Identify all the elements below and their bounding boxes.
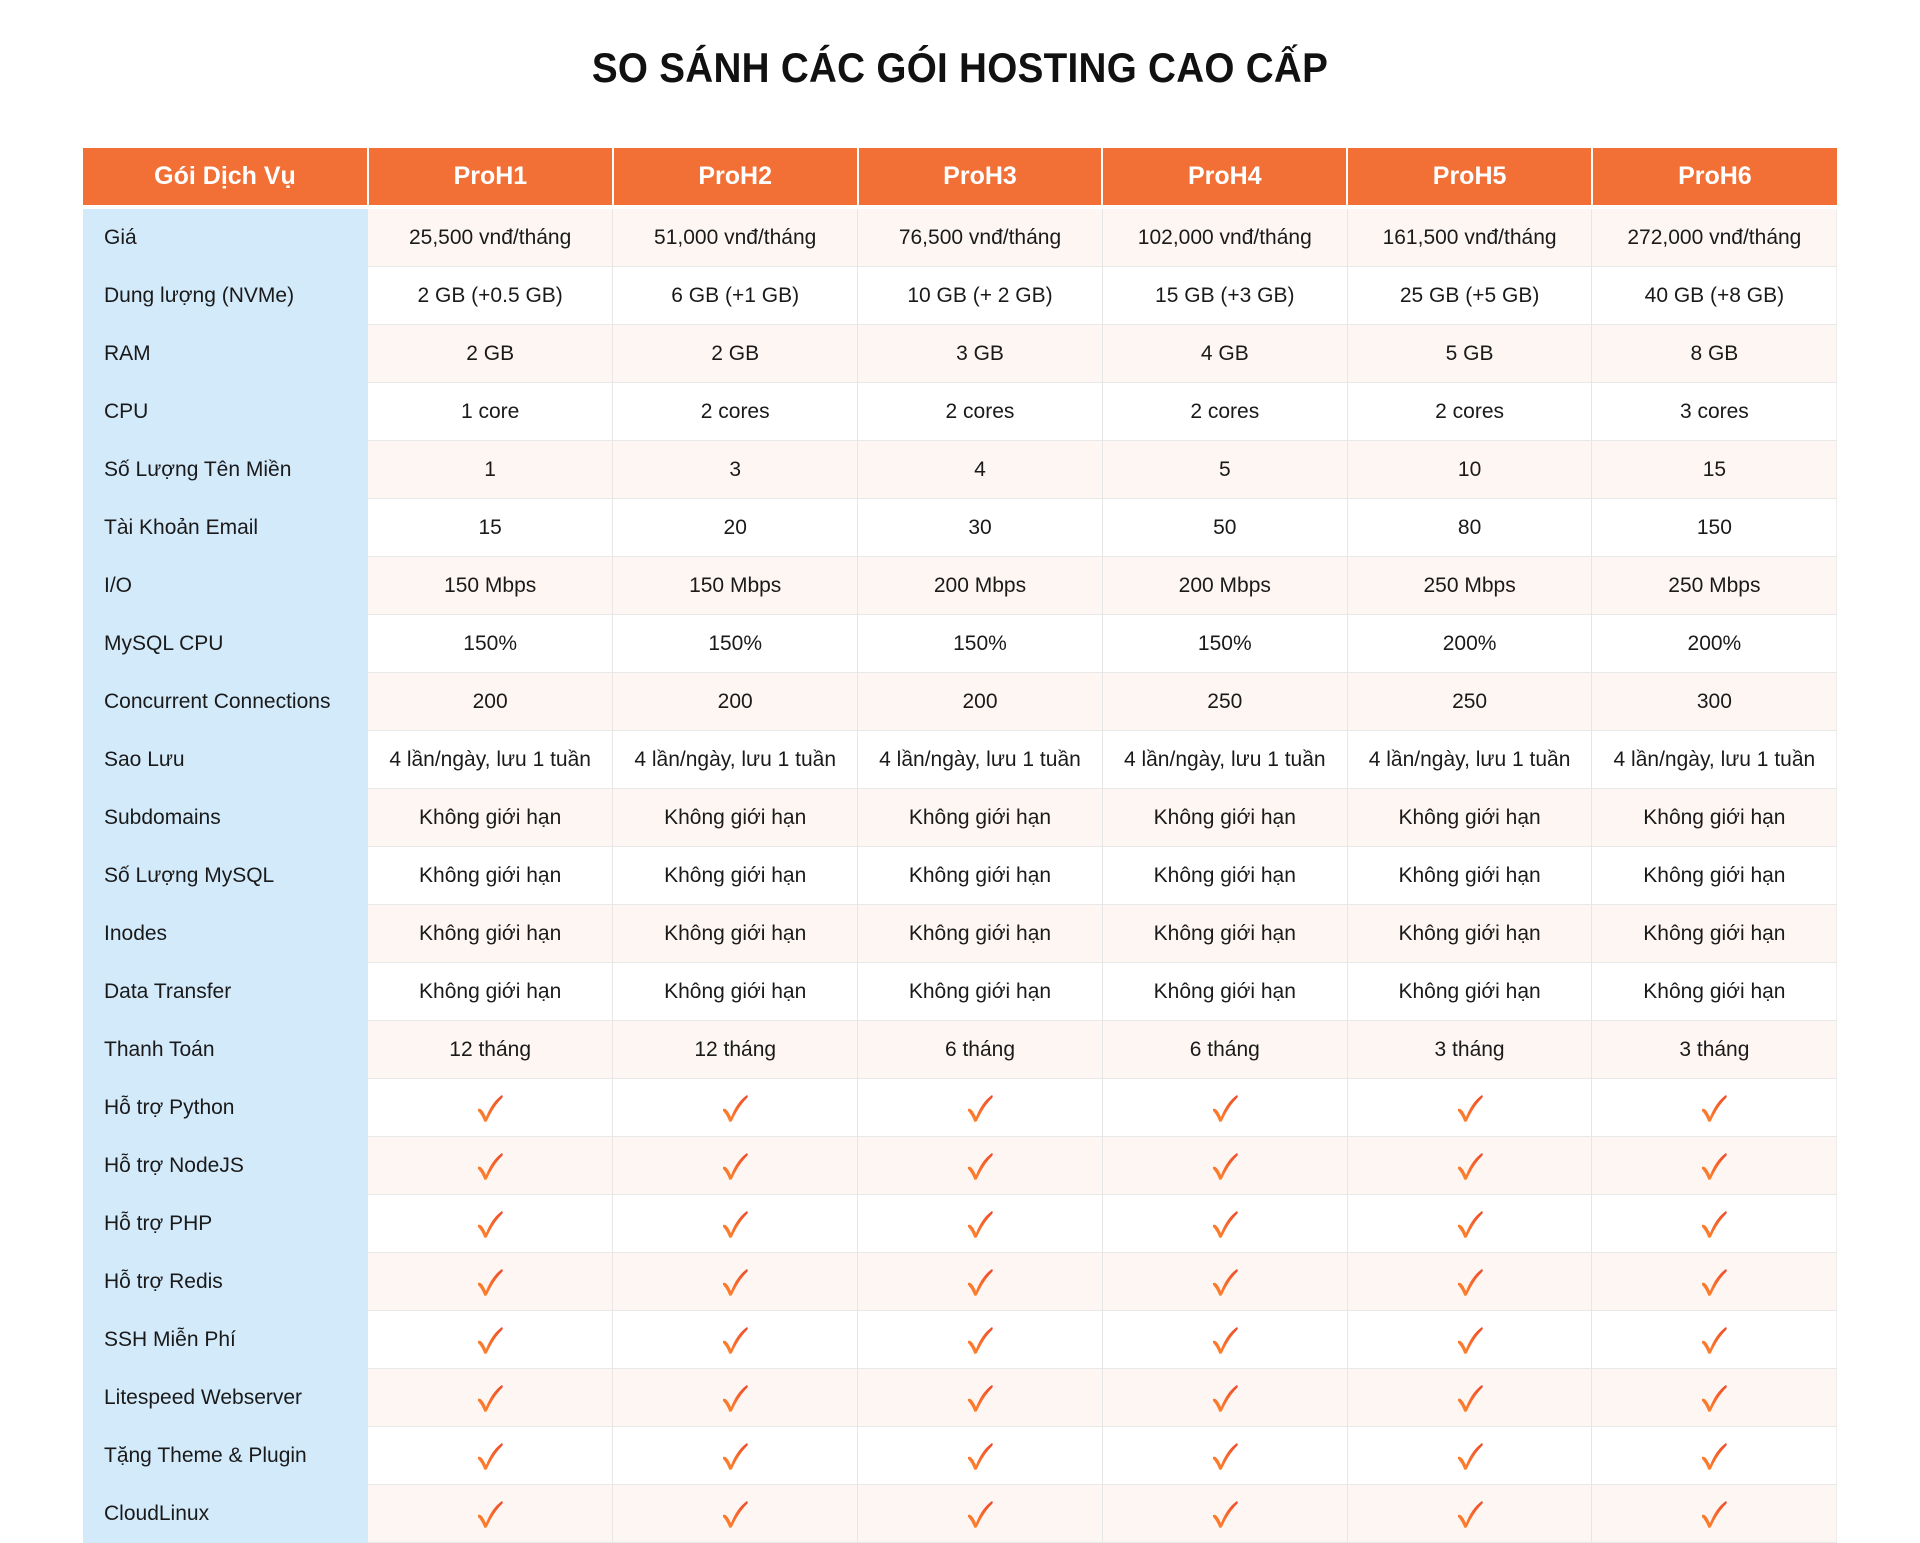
row-label: Hỗ trợ NodeJS bbox=[83, 1137, 368, 1195]
cell-value: 4 bbox=[858, 441, 1103, 499]
cell-value: 150 Mbps bbox=[368, 557, 613, 615]
table-row bbox=[83, 615, 1837, 673]
row-label: Hỗ trợ Python bbox=[83, 1079, 368, 1137]
cell-value: 6 tháng bbox=[858, 1021, 1103, 1079]
checkmark-icon bbox=[476, 1325, 504, 1355]
row-label: Sao Lưu bbox=[83, 731, 368, 789]
cell-check bbox=[1592, 1311, 1837, 1369]
checkmark-icon bbox=[1211, 1383, 1239, 1413]
checkmark-icon bbox=[966, 1499, 994, 1529]
cell-value: 15 GB (+3 GB) bbox=[1102, 267, 1347, 325]
cell-value: Không giới hạn bbox=[1102, 963, 1347, 1021]
cell-value: 3 tháng bbox=[1592, 1021, 1837, 1079]
row-label: SSH Miễn Phí bbox=[83, 1311, 368, 1369]
cell-value: Không giới hạn bbox=[1102, 789, 1347, 847]
cell-value: 6 GB (+1 GB) bbox=[613, 267, 858, 325]
row-label: Hỗ trợ PHP bbox=[83, 1195, 368, 1253]
row-label: Số Lượng Tên Miền bbox=[83, 441, 368, 499]
cell-value: 15 bbox=[1592, 441, 1837, 499]
checkmark-icon bbox=[721, 1383, 749, 1413]
checkmark-icon bbox=[966, 1325, 994, 1355]
comparison-table-container bbox=[83, 148, 1837, 1543]
header-plan-proh2: ProH2 bbox=[613, 148, 858, 207]
cell-value: Không giới hạn bbox=[368, 905, 613, 963]
row-label: Data Transfer bbox=[83, 963, 368, 1021]
table-row bbox=[83, 1485, 1837, 1543]
header-plan-proh5: ProH5 bbox=[1347, 148, 1592, 207]
checkmark-icon bbox=[1211, 1093, 1239, 1123]
header-plan-proh4: ProH4 bbox=[1102, 148, 1347, 207]
cell-check bbox=[858, 1311, 1103, 1369]
cell-check bbox=[858, 1369, 1103, 1427]
checkmark-icon bbox=[966, 1209, 994, 1239]
cell-value: 150 bbox=[1592, 499, 1837, 557]
cell-check bbox=[368, 1311, 613, 1369]
cell-check bbox=[613, 1137, 858, 1195]
row-label: MySQL CPU bbox=[83, 615, 368, 673]
cell-value: Không giới hạn bbox=[368, 963, 613, 1021]
row-label: Tài Khoản Email bbox=[83, 499, 368, 557]
cell-value: 102,000 vnđ/tháng bbox=[1102, 207, 1347, 267]
cell-value: 2 cores bbox=[858, 383, 1103, 441]
checkmark-icon bbox=[1456, 1093, 1484, 1123]
cell-value: 250 bbox=[1347, 673, 1592, 731]
page-title: SO SÁNH CÁC GÓI HOSTING CAO CẤP bbox=[591, 44, 1329, 91]
cell-value: 1 core bbox=[368, 383, 613, 441]
cell-check bbox=[1347, 1485, 1592, 1543]
row-label: RAM bbox=[83, 325, 368, 383]
checkmark-icon bbox=[966, 1267, 994, 1297]
cell-value: Không giới hạn bbox=[1592, 963, 1837, 1021]
cell-value: 4 GB bbox=[1102, 325, 1347, 383]
cell-value: 12 tháng bbox=[368, 1021, 613, 1079]
cell-value: 40 GB (+8 GB) bbox=[1592, 267, 1837, 325]
checkmark-icon bbox=[1456, 1209, 1484, 1239]
row-label: CloudLinux bbox=[83, 1485, 368, 1543]
cell-value: 6 tháng bbox=[1102, 1021, 1347, 1079]
checkmark-icon bbox=[1456, 1383, 1484, 1413]
checkmark-icon bbox=[966, 1383, 994, 1413]
cell-value: 150% bbox=[1102, 615, 1347, 673]
cell-value: 2 cores bbox=[613, 383, 858, 441]
cell-value: Không giới hạn bbox=[1347, 789, 1592, 847]
cell-check bbox=[368, 1485, 613, 1543]
checkmark-icon bbox=[1211, 1209, 1239, 1239]
cell-value: Không giới hạn bbox=[1347, 963, 1592, 1021]
cell-value: Không giới hạn bbox=[613, 789, 858, 847]
cell-value: 150 Mbps bbox=[613, 557, 858, 615]
checkmark-icon bbox=[476, 1209, 504, 1239]
row-label: Thanh Toán bbox=[83, 1021, 368, 1079]
checkmark-icon bbox=[1700, 1209, 1728, 1239]
cell-value: Không giới hạn bbox=[368, 789, 613, 847]
cell-check bbox=[1592, 1195, 1837, 1253]
table-row bbox=[83, 499, 1837, 557]
row-label: CPU bbox=[83, 383, 368, 441]
cell-value: Không giới hạn bbox=[1347, 847, 1592, 905]
row-label: Inodes bbox=[83, 905, 368, 963]
row-label: Giá bbox=[83, 207, 368, 267]
checkmark-icon bbox=[1456, 1267, 1484, 1297]
cell-value: 51,000 vnđ/tháng bbox=[613, 207, 858, 267]
cell-value: Không giới hạn bbox=[1592, 789, 1837, 847]
cell-check bbox=[1592, 1253, 1837, 1311]
row-label: I/O bbox=[83, 557, 368, 615]
cell-value: 80 bbox=[1347, 499, 1592, 557]
checkmark-icon bbox=[1211, 1441, 1239, 1471]
table-row bbox=[83, 325, 1837, 383]
checkmark-icon bbox=[966, 1151, 994, 1181]
checkmark-icon bbox=[1700, 1093, 1728, 1123]
cell-value: 2 GB (+0.5 GB) bbox=[368, 267, 613, 325]
checkmark-icon bbox=[1456, 1151, 1484, 1181]
table-header-row bbox=[83, 148, 1837, 207]
checkmark-icon bbox=[1700, 1325, 1728, 1355]
table-row bbox=[83, 1195, 1837, 1253]
cell-check bbox=[1347, 1253, 1592, 1311]
cell-value: 272,000 vnđ/tháng bbox=[1592, 207, 1837, 267]
cell-check bbox=[858, 1485, 1103, 1543]
cell-check bbox=[1592, 1369, 1837, 1427]
table-row bbox=[83, 383, 1837, 441]
cell-value: 20 bbox=[613, 499, 858, 557]
cell-check bbox=[368, 1427, 613, 1485]
table-row bbox=[83, 557, 1837, 615]
header-plan-proh3: ProH3 bbox=[858, 148, 1103, 207]
checkmark-icon bbox=[721, 1209, 749, 1239]
checkmark-icon bbox=[1700, 1151, 1728, 1181]
cell-value: 5 bbox=[1102, 441, 1347, 499]
cell-value: 2 cores bbox=[1347, 383, 1592, 441]
checkmark-icon bbox=[476, 1151, 504, 1181]
header-plan-proh1: ProH1 bbox=[368, 148, 613, 207]
cell-value: Không giới hạn bbox=[1102, 905, 1347, 963]
cell-value: 4 lần/ngày, lưu 1 tuần bbox=[1102, 731, 1347, 789]
cell-value: 2 cores bbox=[1102, 383, 1347, 441]
table-row bbox=[83, 1369, 1837, 1427]
cell-value: 8 GB bbox=[1592, 325, 1837, 383]
cell-value: 200% bbox=[1592, 615, 1837, 673]
table-row bbox=[83, 441, 1837, 499]
table-row bbox=[83, 847, 1837, 905]
cell-check bbox=[368, 1137, 613, 1195]
cell-value: 150% bbox=[613, 615, 858, 673]
cell-value: 150% bbox=[368, 615, 613, 673]
table-row bbox=[83, 267, 1837, 325]
checkmark-icon bbox=[966, 1093, 994, 1123]
cell-value: Không giới hạn bbox=[613, 847, 858, 905]
table-row bbox=[83, 1079, 1837, 1137]
cell-value: Không giới hạn bbox=[1592, 905, 1837, 963]
cell-value: 250 Mbps bbox=[1592, 557, 1837, 615]
cell-value: 200 Mbps bbox=[858, 557, 1103, 615]
cell-check bbox=[613, 1311, 858, 1369]
cell-value: 150% bbox=[858, 615, 1103, 673]
cell-value: 50 bbox=[1102, 499, 1347, 557]
cell-check bbox=[368, 1079, 613, 1137]
checkmark-icon bbox=[1211, 1499, 1239, 1529]
cell-value: Không giới hạn bbox=[368, 847, 613, 905]
checkmark-icon bbox=[476, 1499, 504, 1529]
table-row bbox=[83, 673, 1837, 731]
cell-check bbox=[1102, 1311, 1347, 1369]
cell-value: Không giới hạn bbox=[613, 963, 858, 1021]
table-row bbox=[83, 963, 1837, 1021]
row-label: Dung lượng (NVMe) bbox=[83, 267, 368, 325]
cell-value: 250 bbox=[1102, 673, 1347, 731]
cell-check bbox=[613, 1369, 858, 1427]
cell-value: Không giới hạn bbox=[613, 905, 858, 963]
cell-check bbox=[1592, 1485, 1837, 1543]
checkmark-icon bbox=[1700, 1499, 1728, 1529]
row-label: Tặng Theme & Plugin bbox=[83, 1427, 368, 1485]
cell-value: 25,500 vnđ/tháng bbox=[368, 207, 613, 267]
cell-check bbox=[1102, 1253, 1347, 1311]
table-row bbox=[83, 1253, 1837, 1311]
cell-check bbox=[613, 1195, 858, 1253]
cell-check bbox=[1347, 1137, 1592, 1195]
cell-check bbox=[368, 1253, 613, 1311]
checkmark-icon bbox=[721, 1499, 749, 1529]
checkmark-icon bbox=[476, 1383, 504, 1413]
cell-check bbox=[1102, 1427, 1347, 1485]
row-label: Concurrent Connections bbox=[83, 673, 368, 731]
cell-check bbox=[1102, 1369, 1347, 1427]
cell-value: 10 GB (+ 2 GB) bbox=[858, 267, 1103, 325]
cell-value: 10 bbox=[1347, 441, 1592, 499]
cell-value: 200 bbox=[613, 673, 858, 731]
cell-value: 250 Mbps bbox=[1347, 557, 1592, 615]
cell-value: Không giới hạn bbox=[1592, 847, 1837, 905]
cell-value: 15 bbox=[368, 499, 613, 557]
cell-check bbox=[858, 1079, 1103, 1137]
cell-check bbox=[1347, 1427, 1592, 1485]
cell-value: 3 GB bbox=[858, 325, 1103, 383]
table-row bbox=[83, 731, 1837, 789]
checkmark-icon bbox=[721, 1151, 749, 1181]
cell-value: Không giới hạn bbox=[858, 847, 1103, 905]
cell-value: Không giới hạn bbox=[1102, 847, 1347, 905]
checkmark-icon bbox=[1700, 1267, 1728, 1297]
table-row bbox=[83, 1021, 1837, 1079]
table-row bbox=[83, 1311, 1837, 1369]
cell-value: Không giới hạn bbox=[858, 905, 1103, 963]
cell-check bbox=[613, 1427, 858, 1485]
checkmark-icon bbox=[1211, 1325, 1239, 1355]
cell-value: 3 tháng bbox=[1347, 1021, 1592, 1079]
table-row bbox=[83, 1137, 1837, 1195]
checkmark-icon bbox=[476, 1441, 504, 1471]
cell-value: 161,500 vnđ/tháng bbox=[1347, 207, 1592, 267]
checkmark-icon bbox=[1211, 1267, 1239, 1297]
cell-check bbox=[368, 1195, 613, 1253]
cell-value: 1 bbox=[368, 441, 613, 499]
row-label: Litespeed Webserver bbox=[83, 1369, 368, 1427]
cell-value: 2 GB bbox=[613, 325, 858, 383]
cell-check bbox=[858, 1253, 1103, 1311]
checkmark-icon bbox=[1211, 1151, 1239, 1181]
table-row bbox=[83, 1427, 1837, 1485]
cell-value: 300 bbox=[1592, 673, 1837, 731]
cell-value: 200 bbox=[368, 673, 613, 731]
checkmark-icon bbox=[721, 1093, 749, 1123]
checkmark-icon bbox=[476, 1093, 504, 1123]
cell-value: 4 lần/ngày, lưu 1 tuần bbox=[858, 731, 1103, 789]
cell-check bbox=[1102, 1485, 1347, 1543]
cell-value: 200 bbox=[858, 673, 1103, 731]
cell-value: Không giới hạn bbox=[858, 963, 1103, 1021]
table-body bbox=[83, 207, 1837, 1543]
checkmark-icon bbox=[721, 1325, 749, 1355]
cell-value: 4 lần/ngày, lưu 1 tuần bbox=[1347, 731, 1592, 789]
cell-check bbox=[1102, 1195, 1347, 1253]
cell-check bbox=[1102, 1079, 1347, 1137]
checkmark-icon bbox=[1456, 1441, 1484, 1471]
cell-check bbox=[1347, 1369, 1592, 1427]
cell-value: 4 lần/ngày, lưu 1 tuần bbox=[1592, 731, 1837, 789]
checkmark-icon bbox=[1700, 1383, 1728, 1413]
cell-check bbox=[613, 1485, 858, 1543]
cell-check bbox=[613, 1079, 858, 1137]
cell-value: 25 GB (+5 GB) bbox=[1347, 267, 1592, 325]
cell-value: Không giới hạn bbox=[1347, 905, 1592, 963]
checkmark-icon bbox=[1700, 1441, 1728, 1471]
cell-value: 12 tháng bbox=[613, 1021, 858, 1079]
row-label: Subdomains bbox=[83, 789, 368, 847]
row-label: Hỗ trợ Redis bbox=[83, 1253, 368, 1311]
cell-check bbox=[1347, 1079, 1592, 1137]
cell-check bbox=[858, 1427, 1103, 1485]
header-plan-proh6: ProH6 bbox=[1592, 148, 1837, 207]
cell-value: 4 lần/ngày, lưu 1 tuần bbox=[613, 731, 858, 789]
cell-value: 76,500 vnđ/tháng bbox=[858, 207, 1103, 267]
cell-value: 2 GB bbox=[368, 325, 613, 383]
checkmark-icon bbox=[966, 1441, 994, 1471]
cell-check bbox=[858, 1137, 1103, 1195]
cell-value: 3 bbox=[613, 441, 858, 499]
checkmark-icon bbox=[1456, 1499, 1484, 1529]
header-service-label: Gói Dịch Vụ bbox=[83, 148, 368, 207]
table-row bbox=[83, 905, 1837, 963]
cell-check bbox=[1592, 1137, 1837, 1195]
checkmark-icon bbox=[476, 1267, 504, 1297]
cell-check bbox=[1347, 1311, 1592, 1369]
cell-value: 3 cores bbox=[1592, 383, 1837, 441]
cell-check bbox=[1102, 1137, 1347, 1195]
checkmark-icon bbox=[1456, 1325, 1484, 1355]
cell-value: 200% bbox=[1347, 615, 1592, 673]
cell-check bbox=[1592, 1079, 1837, 1137]
table-row bbox=[83, 207, 1837, 267]
cell-value: 30 bbox=[858, 499, 1103, 557]
cell-check bbox=[858, 1195, 1103, 1253]
row-label: Số Lượng MySQL bbox=[83, 847, 368, 905]
checkmark-icon bbox=[721, 1441, 749, 1471]
checkmark-icon bbox=[721, 1267, 749, 1297]
hosting-comparison-table bbox=[83, 148, 1837, 1543]
table-row bbox=[83, 789, 1837, 847]
cell-value: Không giới hạn bbox=[858, 789, 1103, 847]
cell-value: 5 GB bbox=[1347, 325, 1592, 383]
cell-check bbox=[1347, 1195, 1592, 1253]
cell-value: 200 Mbps bbox=[1102, 557, 1347, 615]
cell-value: 4 lần/ngày, lưu 1 tuần bbox=[368, 731, 613, 789]
cell-check bbox=[368, 1369, 613, 1427]
cell-check bbox=[613, 1253, 858, 1311]
cell-check bbox=[1592, 1427, 1837, 1485]
